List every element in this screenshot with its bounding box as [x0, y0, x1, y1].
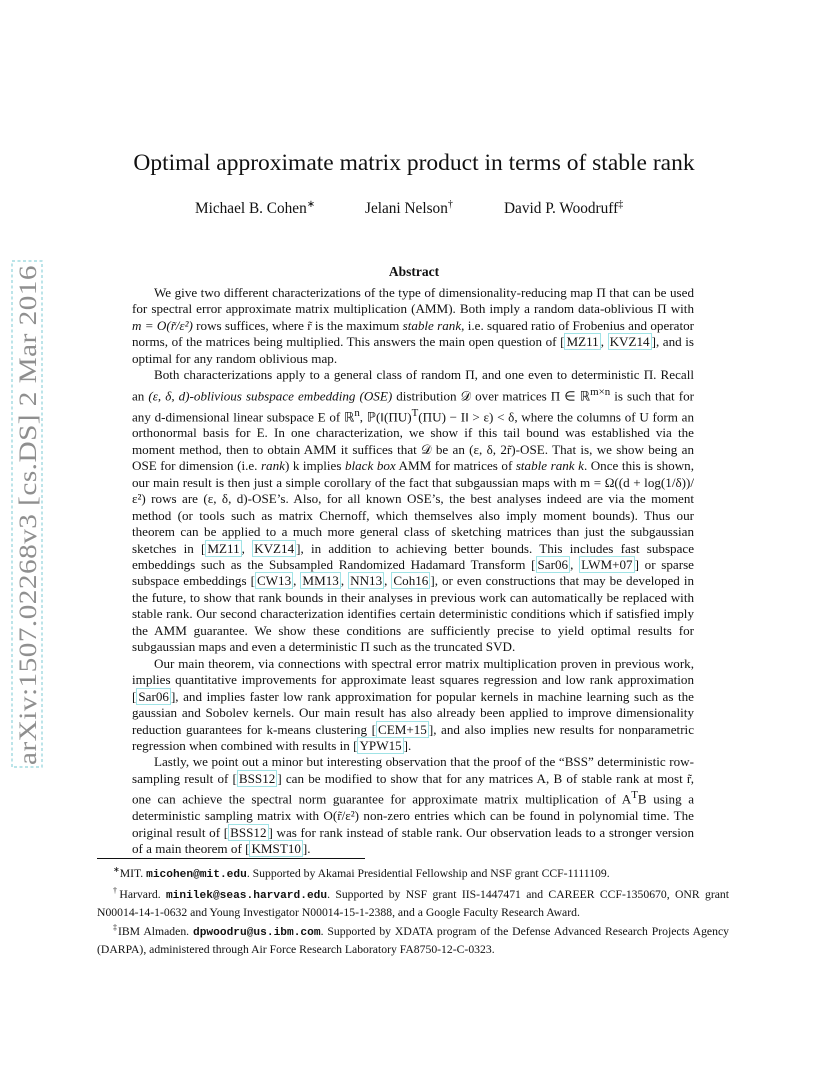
citation-link[interactable]: BSS12 [230, 824, 267, 840]
citation-link[interactable]: NN13 [350, 573, 383, 589]
math-superscript: n [354, 406, 360, 419]
text-run: ], and also implies new results for nonparametric regression when combined with results in [ [132, 721, 695, 753]
math-superscript: m×n [590, 385, 611, 398]
paper-title: Optimal approximate matrix product in terms of stable rank [133, 150, 695, 176]
footnote-affiliation: MIT. [119, 866, 144, 880]
footnote-mark: ‡ [113, 923, 118, 933]
citation-link[interactable]: MM13 [302, 573, 339, 589]
text-run: , ℙ(‖(ΠU) [359, 408, 412, 424]
text-run: distribution 𝒟 over matrices Π ∈ ℝ [392, 388, 591, 404]
text-run: ], in addition to achieving better bounds. This includes fast subspace embeddings such as the Subsampled Randomized Hadamard Transform [ [132, 540, 695, 572]
text-run: ] can be modified to show that for any matrices A, B of stable rank at most r̃, one can achieve the spectral norm guarantee for approximate matrix multiplication of A [132, 770, 694, 807]
text-run: ], and implies faster low rank approximation for popular kernels in machine learning such as the gaussian and Sobolev kernels. Our main result has also already been applied to improve dimensionality reduction guarantees for k-means clustering [ [132, 688, 694, 737]
text-run: , [600, 334, 608, 350]
citation-link[interactable]: MZ11 [566, 334, 599, 350]
author-footnote-mark[interactable]: ‡ [618, 199, 624, 210]
citation-link[interactable]: LWM+07 [581, 556, 633, 572]
emphasis: stable rank k [515, 458, 584, 474]
math-inline: m = O(r̃/ε²) [132, 317, 193, 333]
text-run: ]. [302, 841, 311, 857]
citation-link[interactable]: Sar06 [537, 556, 569, 572]
citation-link[interactable]: CW13 [256, 573, 292, 589]
text-run: ]. [403, 737, 412, 753]
author-cohen [195, 199, 315, 218]
footnote-email[interactable]: dpwoodru@us.ibm.com [193, 927, 321, 940]
footnote-nelson [97, 883, 729, 920]
text-run: ] was for rank instead of stable rank. Our observation leads to a stronger version of a main theorem of [ [132, 824, 694, 857]
arxiv-sidebar-stamp[interactable] [4, 260, 48, 770]
footnote-text: . Supported by XDATA program of the Defense Advanced Research Projects Agency (DARPA), administered through Air Force Research Laboratory FA8750-12-C-0323. [97, 925, 729, 956]
footnote-affiliation: IBM Almaden. [117, 925, 190, 939]
text-run: rows suffices, where r̃ is the maximum [192, 317, 403, 333]
emphasis: stable rank [402, 317, 462, 333]
emphasis: black box [344, 458, 396, 474]
text-run: , [241, 540, 253, 556]
text-run: B using a deterministic sampling matrix with O(r̃/ε²) non-zero entries which can be found in polynomial time. The original result of [ [132, 791, 695, 840]
text-run: , i.e. squared ratio of Frobenius and operator norms, of the matrices being multiplied. This answers the main open question of [ [132, 317, 694, 350]
citation-link[interactable]: KMST10 [251, 841, 301, 857]
author-name: David P. Woodruff [504, 200, 619, 218]
text-run: ] or sparse subspace embeddings [ [132, 556, 694, 589]
author-woodruff [504, 199, 623, 218]
footnote-email[interactable]: micohen@mit.edu [146, 868, 247, 881]
footnote-email[interactable]: minilek@seas.harvard.edu [165, 890, 328, 903]
text-run: , [384, 573, 392, 589]
footnote-affiliation: Harvard. [119, 888, 161, 902]
citation-link[interactable]: KVZ14 [609, 334, 650, 350]
footnotes [97, 862, 729, 957]
text-run: ], and is optimal for any random oblivious map. [132, 334, 695, 366]
citation-link[interactable]: CEM+15 [377, 721, 427, 737]
math-superscript: T [631, 789, 638, 802]
citation-link[interactable]: YPW15 [359, 737, 402, 753]
footnote-divider [97, 858, 365, 859]
abstract-paragraph-2 [132, 367, 694, 655]
text-run: , [340, 573, 349, 589]
footnote-text: . Supported by Akamai Presidential Fellowship and NSF grant CCF-1111109. [246, 866, 610, 880]
citation-link[interactable]: MZ11 [207, 540, 240, 556]
citation-link[interactable]: Sar06 [138, 688, 169, 704]
abstract-body [132, 285, 694, 857]
author-nelson [365, 199, 453, 218]
emphasis: (ε, δ, d)-oblivious subspace embedding (OSE) [148, 388, 393, 404]
footnote-cohen [97, 862, 729, 883]
citation-link[interactable]: KVZ14 [254, 540, 295, 556]
text-run: (ΠU) − I‖ > ε) < δ, where the columns of U form an orthonormal basis for E. In one characterization, we show if this tail bound was established via the moment method, then to obtain AMM it suffices that 𝒟 be an (ε, δ, 2r̃)-OSE. That is, we show being an OSE for dimension (i.e. [132, 408, 694, 474]
footnote-mark: ∗ [113, 865, 120, 874]
text-run: , [293, 573, 301, 589]
emphasis: rank [260, 458, 285, 474]
author-name: Jelani Nelson [365, 200, 448, 218]
footnote-woodruff [97, 920, 729, 957]
arxiv-stamp-svg [4, 260, 48, 770]
text-run: ], or even constructions that may be developed in the future, to show that rank bounds in their analyses in previous work can automatically be replaced with stable rank. Our second characterization identifies certain deterministic conditions which if satisfied imply the AMM guarantee. We show these conditions are sufficiently precise to yield optimal results for subgaussian maps and even a deterministic Π such as the truncated SVD. [132, 573, 695, 655]
text-run: ) k implies [284, 458, 345, 474]
citation-link[interactable]: BSS12 [238, 770, 276, 786]
footnote-mark: † [113, 886, 120, 896]
text-run: We give two different characterizations of the type of dimensionality-reducing map Π that can be used for spectral error approximate matrix multiplication (AMM). Both imply a random data-oblivious Π with [132, 285, 694, 317]
text-run: AMM for matrices of [395, 458, 516, 474]
abstract-paragraph-1 [132, 285, 694, 367]
author-list [0, 199, 828, 221]
abstract-paragraph-3 [132, 656, 694, 755]
citation-link[interactable]: Coh16 [393, 573, 429, 589]
arxiv-identifier[interactable]: arXiv:1507.02268v3 [cs.DS] 2 Mar 2016 [15, 337, 42, 765]
text-run: , [570, 556, 580, 572]
math-superscript: T [411, 406, 419, 419]
abstract-heading: Abstract [388, 264, 440, 279]
abstract-paragraph-4 [132, 754, 694, 857]
author-name: Michael B. Cohen [195, 200, 307, 218]
author-footnote-mark[interactable]: † [447, 199, 453, 210]
text-run: Lastly, we point out a minor but interesting observation that the proof of the “BSS” deterministic row-sampling result of [ [132, 754, 694, 786]
text-run: Our main theorem, via connections with spectral error matrix multiplication proven in previous work, implies quantitative improvements for approximate least squares regression and low rank approximation [ [132, 655, 694, 704]
text-run: . Once this is shown, our main result is then just a simple corollary of the fact that subgaussian maps with m = Ω((d + log(1/δ))/ε²) rows are (ε, δ, d)-OSE’s. Also, for all known OSE’s, the best analyses indeed are via the moment method (or tools such as matrix Chernoff, which themselves also imply moment bounds). Thus our theorem can be applied to a much more general class of sketching matrices than just the subgaussian sketches in [ [132, 458, 694, 556]
text-run: Both characterizations apply to a general class of random Π, and one even to deterministic Π. Recall an [132, 367, 694, 404]
footnote-text: . Supported by NSF grant IIS-1447471 and CAREER CCF-1350670, ONR grant N00014-14-1-0632 and Young Investigator N00014-15-1-2388, and a Google Faculty Research Award. [97, 888, 729, 919]
text-run: is such that for any d-dimensional linear subspace E of ℝ [132, 388, 694, 424]
author-footnote-mark[interactable]: ∗ [306, 199, 316, 210]
